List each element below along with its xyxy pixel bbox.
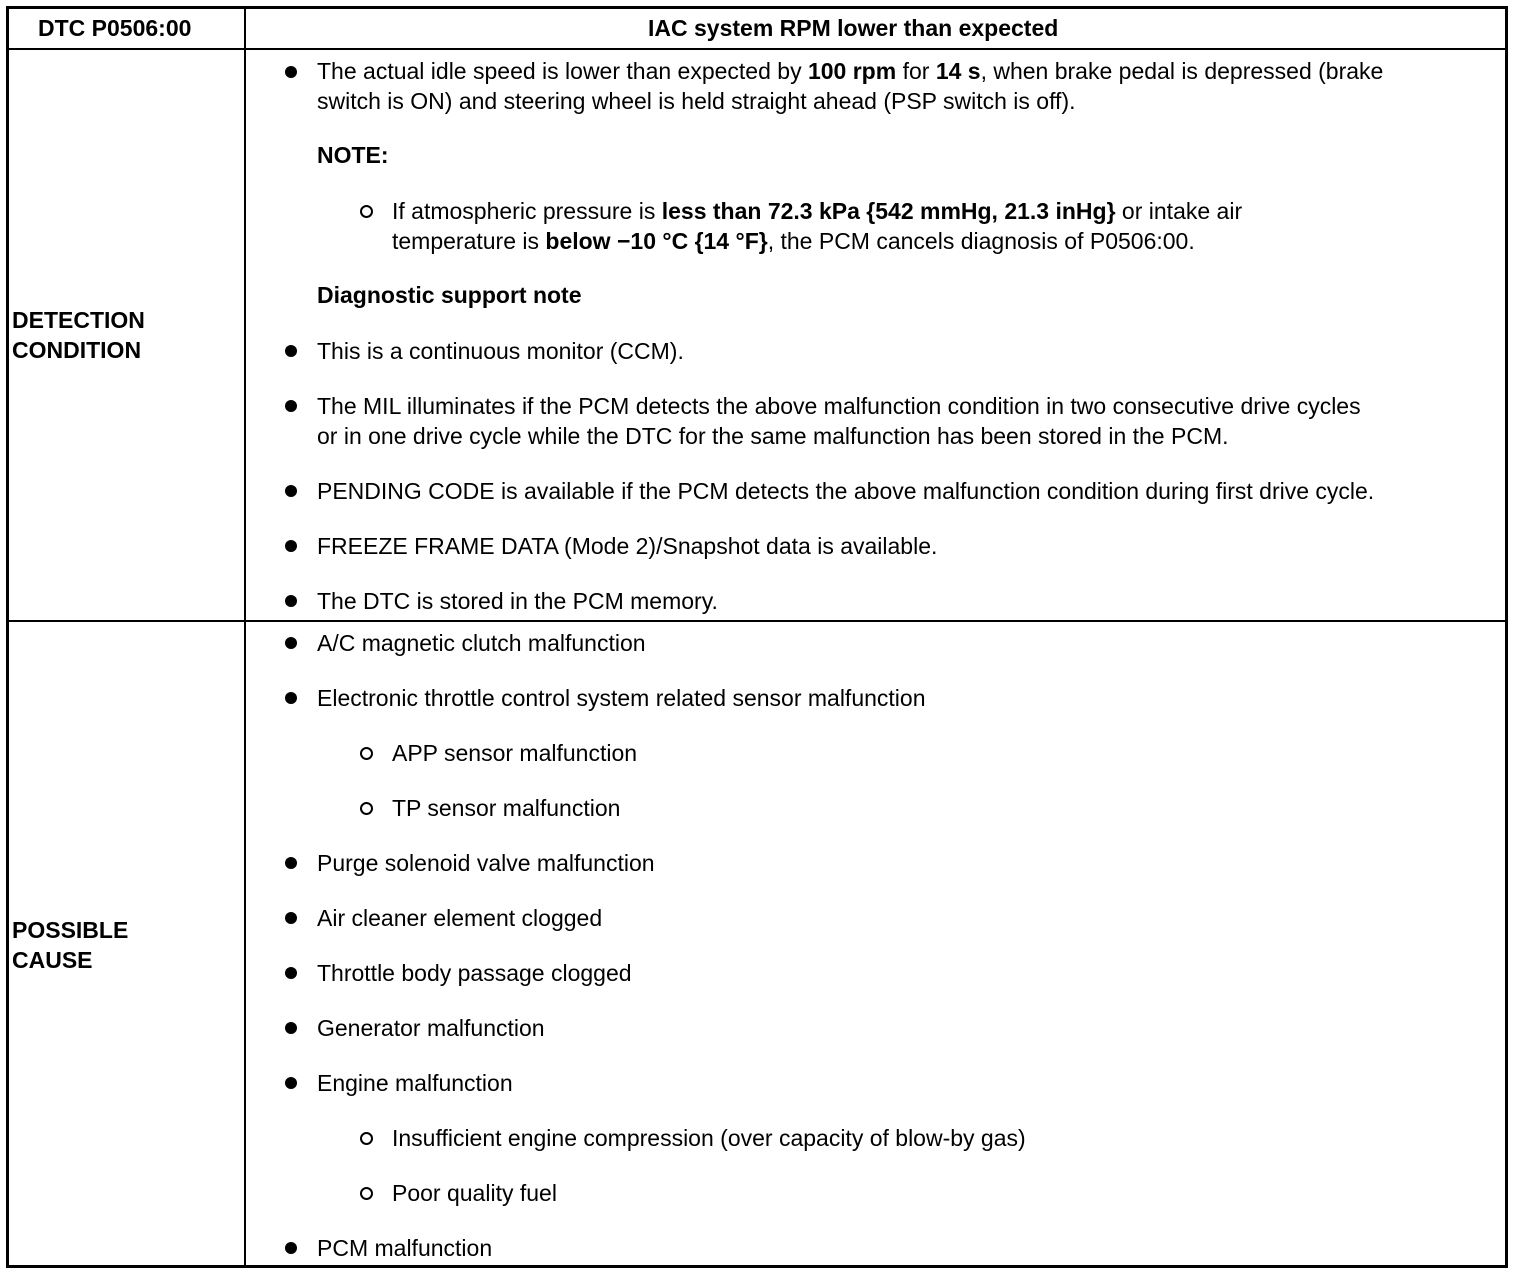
note-item-line-2 <box>392 226 1195 256</box>
bullet-icon <box>285 912 297 924</box>
rpm-value: 100 rpm <box>807 58 897 84</box>
note-item-line-1 <box>392 196 1242 226</box>
text-segment: temperature is <box>392 228 546 254</box>
detection-bullet-6: The DTC is stored in the PCM memory. <box>317 588 718 614</box>
bullet-icon <box>285 66 297 78</box>
cause-item: Generator malfunction <box>317 1015 545 1041</box>
bullet-icon <box>285 692 297 704</box>
detection-bullet-3: The MIL illuminates if the PCM detects the above malfunction condition in two consecutive drive cycles <box>317 393 1361 419</box>
cause-item: Throttle body passage clogged <box>317 960 632 986</box>
pressure-value: less than 72.3 kPa {542 mmHg, 21.3 inHg} <box>661 198 1116 224</box>
bullet-icon <box>285 345 297 357</box>
note-heading: NOTE: <box>317 142 389 168</box>
sub-bullet-icon <box>360 205 373 218</box>
sub-bullet-icon <box>360 1187 373 1200</box>
sub-bullet-icon <box>360 747 373 760</box>
row-divider <box>9 620 1505 622</box>
time-value: 14 s <box>935 58 981 84</box>
cause-sub-item: TP sensor malfunction <box>392 795 621 821</box>
bullet-icon <box>285 857 297 869</box>
detection-bullet-1 <box>317 56 1383 86</box>
text-segment: If atmospheric pressure is <box>392 198 662 224</box>
support-note-heading: Diagnostic support note <box>317 282 582 308</box>
cause-item: Electronic throttle control system related sensor malfunction <box>317 685 926 711</box>
cause-item: A/C magnetic clutch malfunction <box>317 630 646 656</box>
detection-bullet-4: PENDING CODE is available if the PCM detects the above malfunction condition during first drive cycle. <box>317 478 1375 504</box>
cause-item: Air cleaner element clogged <box>317 905 603 931</box>
sub-bullet-icon <box>360 1132 373 1145</box>
label-line: POSSIBLE <box>12 917 129 943</box>
cause-sub-item: Insufficient engine compression (over capacity of blow-by gas) <box>392 1125 1026 1151</box>
bullet-icon <box>285 485 297 497</box>
cause-item: PCM malfunction <box>317 1235 493 1261</box>
detection-bullet-5: FREEZE FRAME DATA (Mode 2)/Snapshot data is available. <box>317 533 938 559</box>
text-segment: for <box>896 58 936 84</box>
dtc-title: IAC system RPM lower than expected <box>648 15 1059 41</box>
detection-condition-label <box>12 305 212 365</box>
text-segment: , the PCM cancels diagnosis of P0506:00. <box>767 228 1195 254</box>
bullet-icon <box>285 637 297 649</box>
cause-item: Purge solenoid valve malfunction <box>317 850 655 876</box>
bullet-icon <box>285 400 297 412</box>
label-line: DETECTION <box>12 307 145 333</box>
detection-bullet-1-line-2: switch is ON) and steering wheel is held straight ahead (PSP switch is off). <box>317 88 1076 114</box>
possible-cause-label <box>12 915 212 975</box>
dtc-code: DTC P0506:00 <box>38 15 192 41</box>
column-divider <box>244 9 246 1265</box>
text-segment: , when brake pedal is depressed (brake <box>980 58 1384 84</box>
bullet-icon <box>285 540 297 552</box>
temperature-value: below −10 °C {14 °F} <box>545 228 768 254</box>
bullet-icon <box>285 595 297 607</box>
cause-sub-item: APP sensor malfunction <box>392 740 638 766</box>
cause-item: Engine malfunction <box>317 1070 513 1096</box>
bullet-icon <box>285 1077 297 1089</box>
sub-bullet-icon <box>360 802 373 815</box>
text-segment: or intake air <box>1115 198 1243 224</box>
text-segment: The actual idle speed is lower than expected by <box>317 58 808 84</box>
detection-bullet-2: This is a continuous monitor (CCM). <box>317 338 684 364</box>
bullet-icon <box>285 1242 297 1254</box>
bullet-icon <box>285 967 297 979</box>
cause-sub-item: Poor quality fuel <box>392 1180 557 1206</box>
bullet-icon <box>285 1022 297 1034</box>
header-divider <box>9 48 1505 50</box>
label-line: CAUSE <box>12 947 93 973</box>
label-line: CONDITION <box>12 337 142 363</box>
detection-bullet-3-line-2: or in one drive cycle while the DTC for the same malfunction has been stored in the PCM. <box>317 423 1229 449</box>
